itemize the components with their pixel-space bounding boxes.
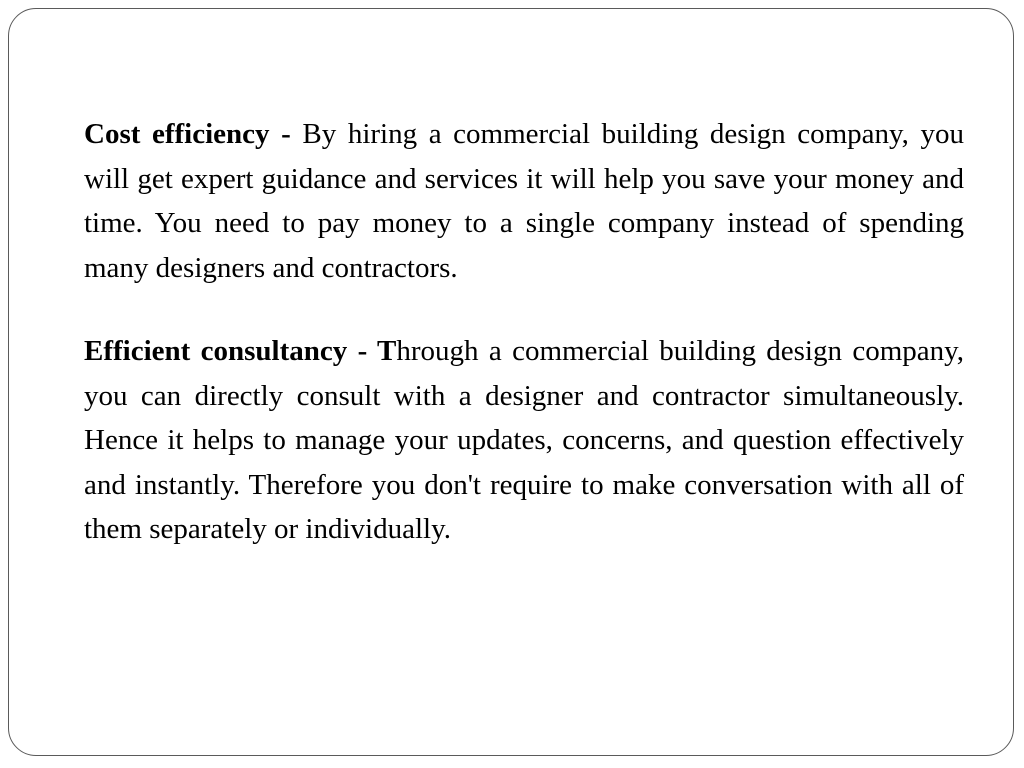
efficient-consultancy-heading: Efficient consultancy - (84, 335, 378, 367)
slide-content (84, 112, 964, 591)
cost-efficiency-heading: Cost efficiency - (84, 118, 303, 150)
paragraph-efficient-consultancy (84, 329, 964, 552)
paragraph-cost-efficiency (84, 112, 964, 290)
efficient-consultancy-heading-tail: T (377, 335, 397, 367)
cost-efficiency-body: By hiring a commercial building design company, you will get expert guidance and services it will help you save your money and time. You need to pay money to a single company instead of spending many designers and contractors. (84, 118, 964, 284)
efficient-consultancy-body: hrough a commercial building design company, you can directly consult with a designer and contractor simultaneously. Hence it helps to manage your updates, concerns, and question effectively and instantly. Therefore you don't require to make conversation with all of them separately or individually. (84, 335, 964, 545)
